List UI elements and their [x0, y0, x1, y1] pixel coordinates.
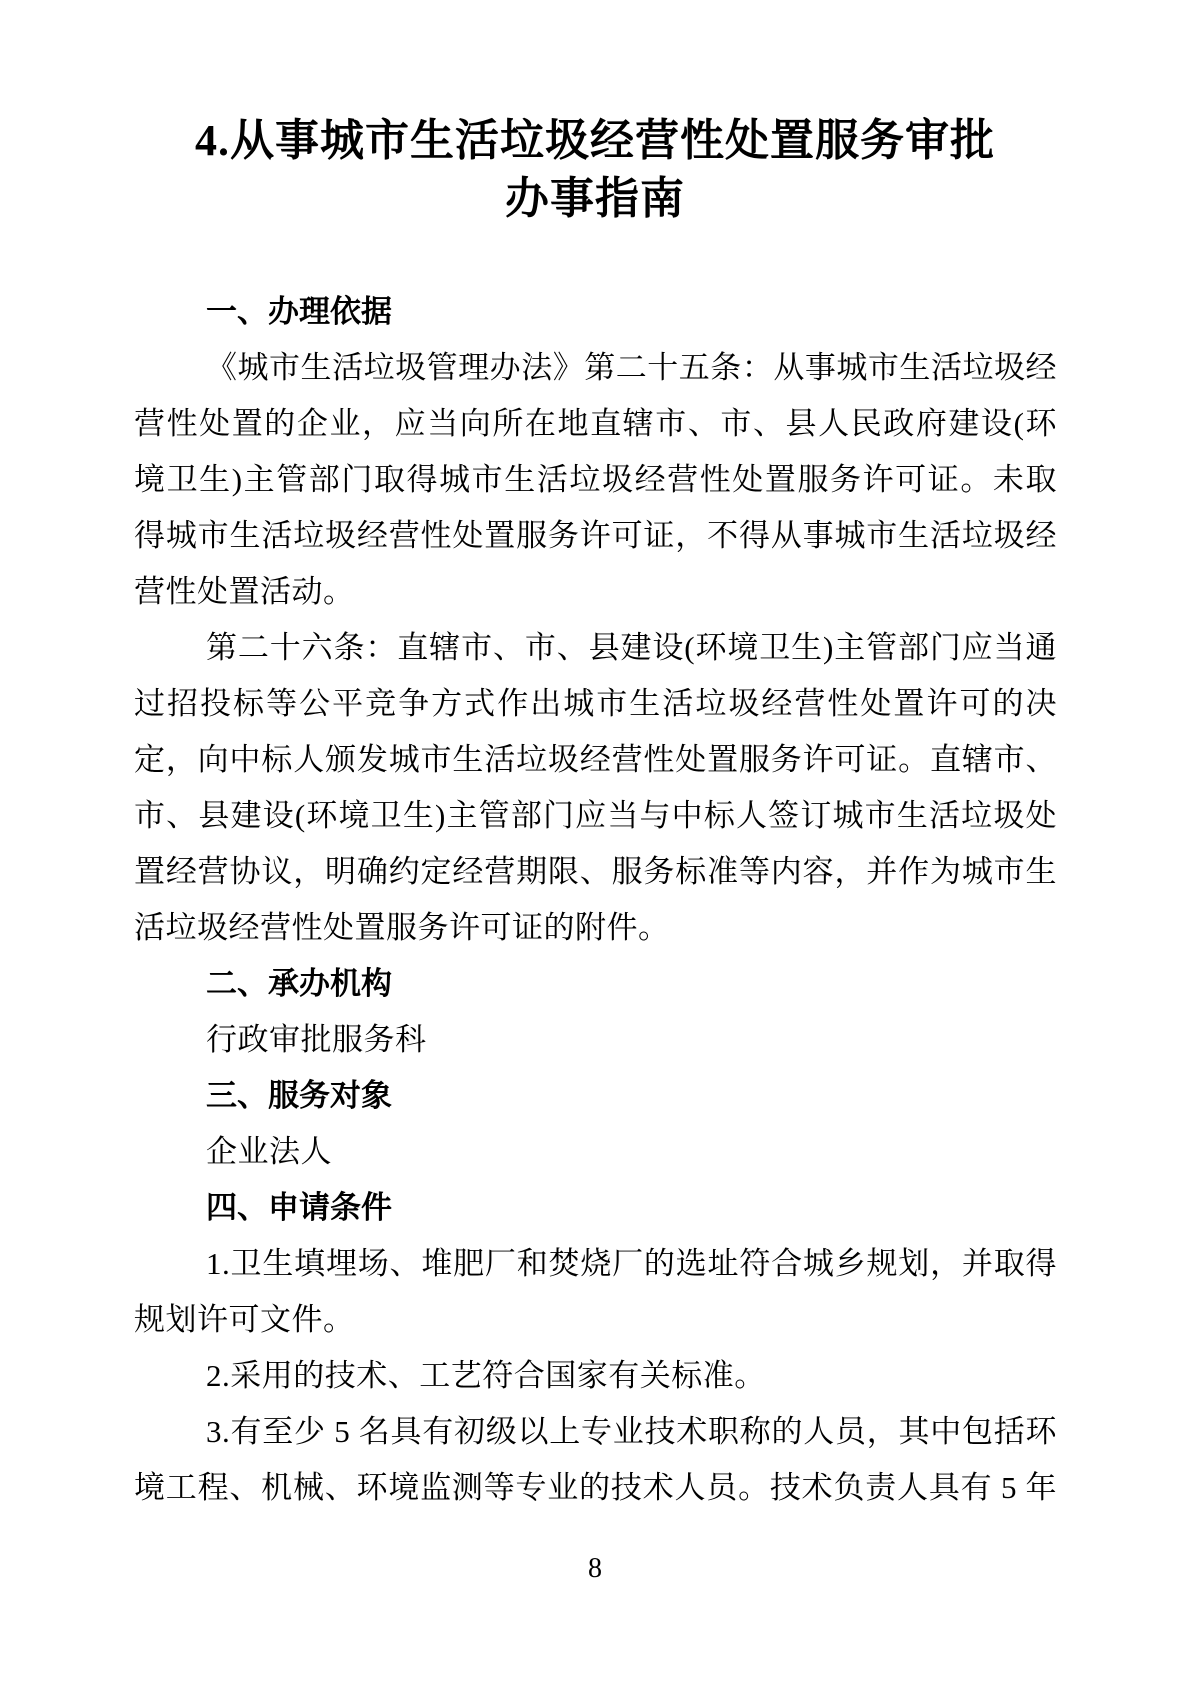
document-title — [90, 112, 1100, 228]
paragraph-article-26: 第二十六条：直辖市、市、县建设(环境卫生)主管部门应当通过招投标等公平竞争方式作出城市生活垃圾经营性处置许可的决定，向中标人颁发城市生活垃圾经营性处置服务许可证。直辖市、市、县建设(环境卫生)主管部门应当与中标人签订城市生活垃圾处置经营协议，明确约定经营期限、服务标准等内容，并作为城市生活垃圾经营性处置服务许可证的附件。 — [134, 630, 1057, 945]
document-title-line-1: 4.从事城市生活垃圾经营性处置服务审批 — [195, 116, 995, 165]
paragraph-article-25: 《城市生活垃圾管理办法》第二十五条：从事城市生活垃圾经营性处置的企业，应当向所在地直辖市、市、县人民政府建设(环境卫生)主管部门取得城市生活垃圾经营性处置服务许可证。未取得城市生活垃圾经营性处置服务许可证，不得从事城市生活垃圾经营性处置活动。 — [134, 350, 1057, 609]
section-heading-basis: 一、办理依据 — [206, 294, 392, 329]
paragraph-agency-name: 行政审批服务科 — [206, 1022, 427, 1057]
document-title-line-2: 办事指南 — [505, 174, 685, 223]
paragraph-condition-2: 2.采用的技术、工艺符合国家有关标准。 — [206, 1358, 766, 1393]
paragraph-service-target: 企业法人 — [206, 1134, 332, 1169]
section-heading-service-target: 三、服务对象 — [206, 1078, 392, 1113]
section-heading-application-conditions: 四、申请条件 — [206, 1190, 392, 1225]
page-number: 8 — [588, 1553, 602, 1584]
paragraph-condition-3: 3.有至少 5 名具有初级以上专业技术职称的人员，其中包括环境工程、机械、环境监测等专业的技术人员。技术负责人具有 5 年 — [134, 1414, 1057, 1505]
paragraph-condition-1: 1.卫生填埋场、堆肥厂和焚烧厂的选址符合城乡规划，并取得规划许可文件。 — [134, 1246, 1057, 1337]
section-heading-undertaking-agency: 二、承办机构 — [206, 966, 392, 1001]
document-body — [134, 284, 1057, 1516]
